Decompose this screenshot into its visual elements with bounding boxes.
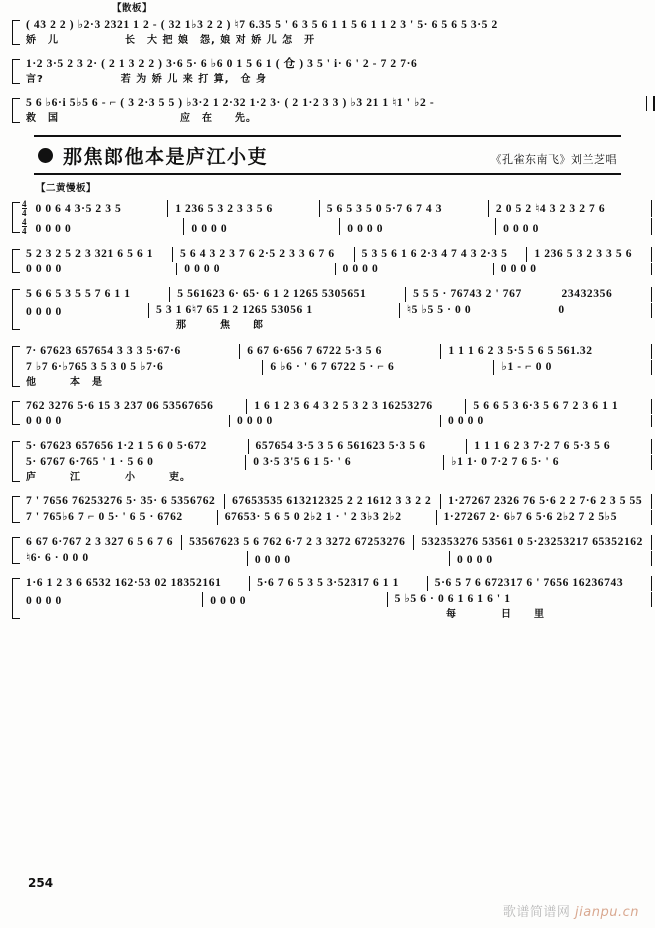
tempo-marking-sanban: 【散板】 (112, 3, 153, 14)
song-heading (34, 135, 621, 175)
note-measure-lower: 7 ♭7 6·♭765 3 5 3 0 5 ♭7·6 (26, 361, 164, 373)
lyric-line: 每 日 里 (446, 609, 545, 620)
note-measure-lower: 0 0 0 0 (26, 595, 62, 607)
note-measure-lower: 7 ' 765♭6 7 ⌐ 0 5· ' 6 5 · 6762 (26, 511, 183, 523)
barline (335, 263, 336, 275)
watermark-site-name: 歌谱简谱网 (502, 905, 571, 920)
note-measure: 5 6 5 3 5 0 5·7 6 7 4 3 (326, 203, 443, 215)
system-bracket-icon (8, 576, 20, 621)
note-measure-lower: 6 ♭6 · ' 6 7 6722 5 · ⌐ 6 (270, 361, 395, 373)
note-measure: 5 2 3 2 5 2 3 321 6 5 6 1 (26, 248, 154, 260)
barline (651, 399, 652, 414)
note-measure-lower: 0 0 0 0 (448, 415, 484, 427)
barline (651, 510, 652, 525)
system-bracket-icon (8, 247, 20, 275)
barline (354, 247, 355, 262)
note-measure-lower: 0 0 0 0 (503, 223, 539, 235)
barline (465, 399, 466, 414)
barline (262, 360, 263, 375)
system-bracket-icon (8, 96, 20, 125)
barline (436, 510, 437, 525)
note-measure: 532353276 53561 0 5·23253217 65352162 (421, 536, 644, 548)
note-measure-lower: 0 0 0 0 (26, 263, 62, 275)
staff-system-6 (0, 439, 655, 484)
song-credit: 《孔雀东南飞》刘兰芝唱 (490, 153, 617, 166)
note-measure: 1 236 5 3 2 3 3 5 6 (534, 248, 633, 260)
note-measure-lower: 0 0 0 0 (35, 223, 72, 235)
note-measure: 7· 67623 657654 3 3 3 5·67·6 (26, 345, 181, 357)
note-measure-lower: 0 0 0 0 (237, 415, 273, 427)
note-measure-lower: ♮5 ♭5 5 · 0 0 (406, 304, 472, 316)
note-measure-lower: 0 0 0 0 (254, 554, 291, 566)
barline (526, 247, 527, 262)
note-measure: 762 3276 5·6 15 3 237 06 53567656 (26, 400, 214, 412)
system-bracket-icon (8, 439, 20, 484)
barline (405, 287, 406, 302)
note-measure: 1 236 5 3 2 3 3 5 6 (175, 203, 273, 215)
note-measure: 1 6 1 2 3 6 4 3 2 5 3 2 3 16253276 (254, 400, 433, 412)
note-measure-lower: ♭1 - ⌐ 0 0 (501, 361, 552, 373)
note-measure-lower: 0 0 0 0 (26, 306, 62, 318)
staff-system-8 (0, 535, 655, 566)
barline (217, 510, 218, 525)
barline (651, 200, 652, 217)
barline (488, 200, 489, 217)
barline (413, 535, 414, 550)
note-measure-lower: 0 0 0 0 (456, 554, 493, 566)
note-measure: 5·6 5 7 6 672317 6 ' 7656 16236743 (434, 577, 624, 589)
note-measure: 5 6 6 5 3 5 5 7 6 1 1 (26, 288, 131, 300)
barline (651, 439, 652, 454)
note-measure: 6 67 6·767 2 3 327 6 5 6 7 6 (26, 536, 174, 548)
note-measure: 657654 3·5 3 5 6 561623 5·3 5 6 (255, 440, 426, 452)
note-measure: 7 ' 7656 76253276 5· 35· 6 5356762 (26, 495, 216, 507)
barline (202, 592, 203, 607)
barline (224, 494, 225, 509)
note-measure-lower: 0 (558, 304, 565, 316)
note-measure-lower: 1·27267 2· 6♭7 6 5·6 2♭2 7 2 5♭5 (443, 511, 618, 523)
barline (169, 287, 170, 302)
barline (651, 218, 652, 235)
barline (427, 576, 428, 591)
note-measure: 6 67 6·656 7 6722 5·3 5 6 (247, 345, 382, 357)
barline (651, 535, 652, 550)
note-measure-lower: 0 0 0 0 (342, 263, 379, 275)
final-barline (646, 96, 655, 111)
note-measure-lower: ♭1 1· 0 7·2 7 6 5· ' 6 (451, 456, 560, 468)
barline (651, 344, 652, 359)
note-measure: 1·27267 2326 76 5·6 2 2 7·6 2 3 5 55 (448, 495, 643, 507)
note-measure: 5 6 ♭6·i 5♭5 6 - ⌐ ( 3 2·3 5 5 ) ♭3·2 1 2·32 1·2 3· ( 2 1·2 3 3 ) ♭3 21 1 ♮1 ' ♭2 - (26, 97, 435, 109)
note-measure: 2 0 5 2 ♮4 3 2 3 2 7 6 (495, 203, 606, 215)
note-measure-lower: 0 0 0 0 (210, 595, 247, 607)
time-signature-numerator: 4 (22, 217, 27, 227)
barline (167, 200, 168, 217)
barline (248, 439, 249, 454)
note-measure: 1·2 3·5 2 3 2· ( 2 1 3 2 2 ) 3·6 5· 6 ♭6 0 1 5 6 1 ( 仓 ) 3 5 ' i· 6 ' 2 - 7 2 7·6 (26, 58, 418, 70)
time-signature (22, 218, 27, 235)
barline (319, 200, 320, 217)
note-measure: 5 5 5 · 76743 2 ' 767 (413, 288, 522, 300)
barline (399, 303, 400, 318)
tempo-marking-erhuangmanban: 【二黄慢板】 (36, 183, 97, 194)
note-measure: 5 561623 6· 65· 6 1 2 1265 5305651 (177, 288, 367, 300)
barline (651, 551, 652, 566)
system-bracket-icon (8, 200, 20, 235)
barline (493, 360, 494, 375)
barline (183, 218, 184, 235)
note-measure: ( 43 2 2 ) ♭2·3 2321 1 2 - ( 32 1♭3 2 2 ) ♮7 6.35 5 ' 6 3 5 6 1 1 5 6 1 1 2 3 ' 5· 6 5 6 5 3·5 2 (26, 19, 498, 31)
time-signature-numerator: 4 (22, 199, 27, 209)
staff-system-a2 (0, 55, 655, 86)
barline (247, 551, 248, 566)
barline (181, 535, 182, 550)
barline (148, 303, 149, 318)
note-measure: 23432356 (561, 288, 613, 300)
barline (651, 303, 652, 318)
note-measure: 0 0 6 4 3·5 2 3 5 (35, 203, 122, 215)
note-measure-lower: 0 3·5 3'5 6 1 5· ' 6 (253, 456, 352, 468)
note-measure: 5 3 5 6 1 6 2·3 4 7 4 3 2·3 5 (361, 248, 508, 260)
system-bracket-icon (8, 287, 20, 332)
barline (339, 218, 340, 235)
time-signature-denominator: 4 (22, 208, 27, 218)
note-measure: 5 6 6 5 3 6·3 5 6 7 2 3 6 1 1 (473, 400, 619, 412)
note-measure: 53567623 5 6 762 6·7 2 3 3272 67253276 (189, 536, 406, 548)
staff-system-2 (0, 247, 655, 275)
system-bracket-icon (8, 18, 20, 47)
note-measure-lower: ♮6· 6 · 0 0 0 (26, 552, 89, 564)
time-signature (22, 200, 27, 217)
barline (651, 455, 652, 470)
note-measure: 1 1 1 6 2 3 7·2 7 6 5·3 5 6 (474, 440, 611, 452)
section-a (0, 0, 655, 125)
barline (651, 263, 652, 275)
note-measure: 67653535 613212325 2 2 1612 3 3 2 2 (232, 495, 432, 507)
staff-system-3 (0, 287, 655, 332)
system-bracket-icon (8, 399, 20, 427)
barline (246, 399, 247, 414)
system-bracket-icon (8, 494, 20, 525)
lyric-line: 庐 江 小 吏。 (26, 472, 191, 483)
lyric-line: 娇 儿 长 大 把 娘 怨, 娘 对 娇 儿 怎 开 (26, 35, 316, 46)
barline (172, 247, 173, 262)
barline (249, 576, 250, 591)
note-measure-lower: 0 0 0 0 (191, 223, 228, 235)
system-bracket-icon (8, 344, 20, 389)
barline (239, 344, 240, 359)
barline (495, 218, 496, 235)
lyric-line: 他 本 是 (26, 377, 103, 388)
barline (440, 494, 441, 509)
note-measure: 5· 67623 657656 1·2 1 5 6 0 5·672 (26, 440, 207, 452)
note-measure-lower: 5 3 1 6♮7 65 1 2 1265 53056 1 (156, 304, 313, 316)
barline (651, 247, 652, 262)
barline (493, 263, 494, 275)
page-title: 那焦郎他本是庐江小吏 (63, 146, 269, 168)
barline (466, 439, 467, 454)
note-measure: 5·6 7 6 5 3 5 3·52317 6 1 1 (257, 577, 399, 589)
barline (440, 415, 441, 427)
note-measure-lower: 0 0 0 0 (347, 223, 384, 235)
barline (245, 455, 246, 470)
barline (176, 263, 177, 275)
system-bracket-icon (8, 535, 20, 566)
note-measure: 1·6 1 2 3 6 6532 162·53 02 18352161 (26, 577, 222, 589)
note-measure: 1 1 1 6 2 3 5·5 5 6 5 561.32 (448, 345, 593, 357)
staff-system-a3 (0, 94, 655, 125)
page-number: 254 (28, 876, 54, 890)
staff-system-9 (0, 576, 655, 621)
barline (443, 455, 444, 470)
watermark (503, 901, 639, 920)
lyric-line: 救 国 应 在 先。 (26, 113, 257, 124)
note-measure-lower: 0 0 0 0 (184, 263, 221, 275)
watermark-url: jianpu.cn (575, 905, 639, 920)
note-measure-lower: 5 ♭5 6 · 0 6 1 6 1 6 ' 1 (394, 593, 511, 605)
note-measure-lower: 0 0 0 0 (26, 415, 62, 427)
barline (651, 287, 652, 302)
barline (387, 592, 388, 607)
staff-system-a1 (0, 16, 655, 47)
barline (651, 576, 652, 591)
time-signature-denominator: 4 (22, 226, 27, 236)
barline (651, 592, 652, 607)
bullet-icon (38, 148, 53, 163)
lyric-line: 言? 若 为 娇 儿 来 打 算, 仓 身 (26, 74, 267, 85)
staff-system-4 (0, 344, 655, 389)
staff-system-1 (0, 200, 655, 235)
lyric-line: 那 焦 郎 (176, 320, 264, 331)
note-measure-lower: 0 0 0 0 (500, 263, 537, 275)
barline (229, 415, 230, 427)
barline (651, 415, 652, 427)
note-measure-lower: 5· 6767 6·765 ' 1 · 5 6 0 (26, 456, 154, 468)
system-bracket-icon (8, 57, 20, 86)
note-measure-lower: 67653· 5 6 5 0 2♭2 1 · ' 2 3♭3 2♭2 (224, 511, 402, 523)
barline (651, 360, 652, 375)
staff-system-7 (0, 494, 655, 525)
barline (440, 344, 441, 359)
barline (651, 494, 652, 509)
staff-system-5 (0, 399, 655, 427)
barline (449, 551, 450, 566)
note-measure: 5 6 4 3 2 3 7 6 2·5 2 3 3 6 7 6 (180, 248, 335, 260)
